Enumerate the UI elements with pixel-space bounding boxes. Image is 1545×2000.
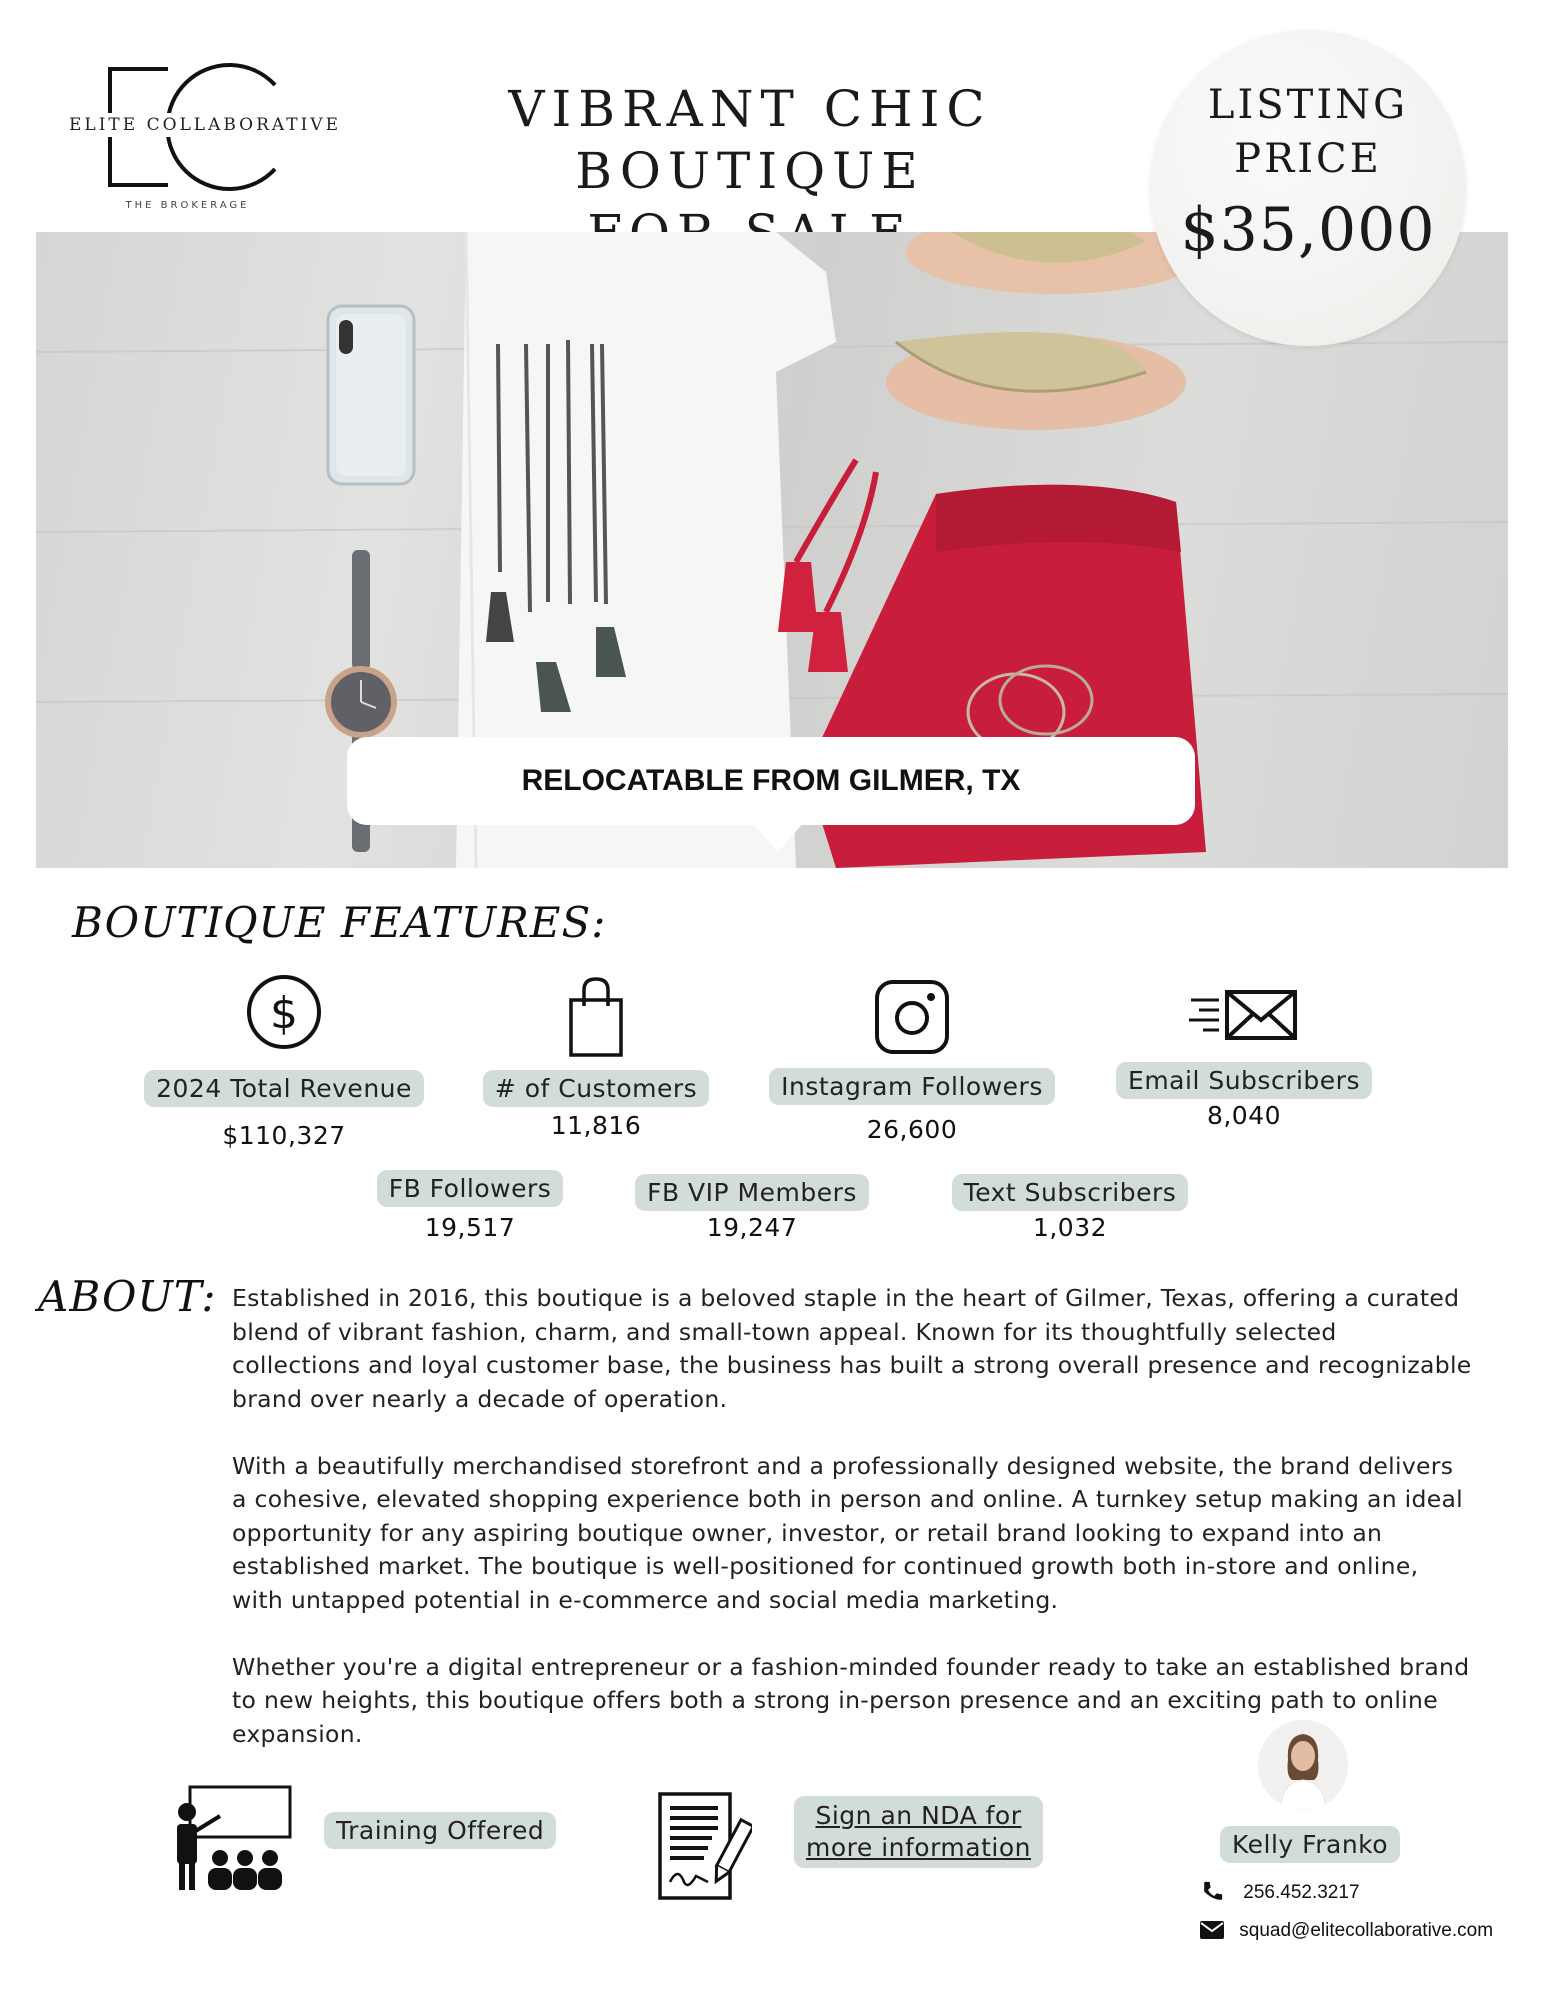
feature-text-subscribers <box>920 1174 1220 1242</box>
location-callout: RELOCATABLE FROM GILMER, TX <box>347 737 1195 825</box>
price-label-line2: PRICE <box>1234 136 1382 182</box>
price-label-line1: LISTING <box>1207 82 1409 128</box>
instagram-icon <box>873 978 951 1056</box>
training-offered-badge <box>324 1812 556 1849</box>
phone-number[interactable]: 256.452.3217 <box>1243 1882 1360 1903</box>
feature-label: 2024 Total Revenue <box>144 1070 424 1107</box>
feature-revenue <box>134 972 434 1150</box>
contract-icon <box>656 1790 752 1902</box>
feature-label: Email Subscribers <box>1116 1062 1372 1099</box>
feature-value: 19,517 <box>424 1213 516 1242</box>
agent-name: Kelly Franko <box>1220 1826 1400 1863</box>
feature-value: 11,816 <box>550 1111 642 1140</box>
feature-label: # of Customers <box>483 1070 709 1107</box>
about-body <box>232 1282 1472 1785</box>
about-paragraph: With a beautifully merchandised storefront and a professionally designed website, the brand delivers a cohesive, elevated shopping experience both in person and online. A turnkey setup making an ideal opportunity for any aspiring boutique owner, investor, or retail brand looking to expand into an established market. The boutique is well-positioned for continued growth both in-store and online, with untapped potential in e-commerce and social media marketing. <box>232 1451 1463 1614</box>
shopping-bag-icon <box>566 976 626 1058</box>
page-title-line1: VIBRANT CHIC BOUTIQUE <box>508 80 992 200</box>
email-address[interactable]: squad@elitecollaborative.com <box>1239 1920 1494 1941</box>
feature-customers <box>446 976 746 1140</box>
nda-label[interactable] <box>794 1796 1043 1868</box>
agent-avatar <box>1258 1720 1348 1810</box>
feature-email <box>1094 986 1394 1130</box>
listing-price: $35,000 <box>1180 195 1436 265</box>
feature-label: Instagram Followers <box>769 1068 1055 1105</box>
features-title: BOUTIQUE FEATURES: <box>72 898 607 947</box>
feature-label: Text Subscribers <box>952 1174 1189 1211</box>
nda-line1[interactable]: Sign an NDA for <box>815 1801 1022 1830</box>
logo-name: ELITE COLLABORATIVE <box>60 113 350 137</box>
email-icon <box>1189 986 1299 1046</box>
feature-value: 26,600 <box>866 1115 958 1144</box>
email-small-icon <box>1200 1921 1224 1939</box>
dollar-icon <box>244 972 324 1052</box>
nda-line2[interactable]: more information <box>806 1833 1031 1862</box>
feature-label: FB VIP Members <box>635 1174 869 1211</box>
listing-price-badge <box>1150 30 1466 346</box>
nda-link[interactable] <box>794 1796 1043 1868</box>
about-paragraph: Whether you're a digital entrepreneur or a fashion-minded founder ready to take an established brand to new heights, this boutique offers both a strong in-person presence and an exciting path to online expansion. <box>232 1652 1470 1748</box>
training-icon <box>170 1784 296 1890</box>
agent-email[interactable] <box>1200 1920 1493 1942</box>
phone-icon <box>1202 1880 1224 1902</box>
price-label <box>1150 78 1466 186</box>
brand-logo <box>60 50 350 225</box>
about-title: ABOUT: <box>38 1272 217 1321</box>
feature-value: 1,032 <box>1032 1213 1108 1242</box>
feature-value: $110,327 <box>222 1121 346 1150</box>
agent-phone[interactable] <box>1202 1880 1360 1904</box>
svg-text:$: $ <box>270 988 298 1039</box>
agent-photo <box>1258 1720 1348 1810</box>
callout-tail <box>752 822 804 852</box>
feature-fb-followers <box>320 1170 620 1242</box>
feature-fb-vip <box>602 1174 902 1242</box>
training-label: Training Offered <box>324 1812 556 1849</box>
feature-instagram <box>762 978 1062 1144</box>
agent-name-badge <box>1220 1826 1389 1863</box>
feature-value: 8,040 <box>1206 1101 1282 1130</box>
about-paragraph: Established in 2016, this boutique is a beloved staple in the heart of Gilmer, Texas, offering a curated blend of vibrant fashion, charm, and small-town appeal. Known for its thoughtfully selected collections and loyal customer base, the business has built a strong overall presence and recognizable brand over nearly a decade of operation. <box>232 1284 1472 1413</box>
feature-label: FB Followers <box>377 1170 564 1207</box>
logo-tagline: THE BROKERAGE <box>125 200 250 211</box>
feature-value: 19,247 <box>706 1213 798 1242</box>
phone-icon <box>328 306 414 484</box>
